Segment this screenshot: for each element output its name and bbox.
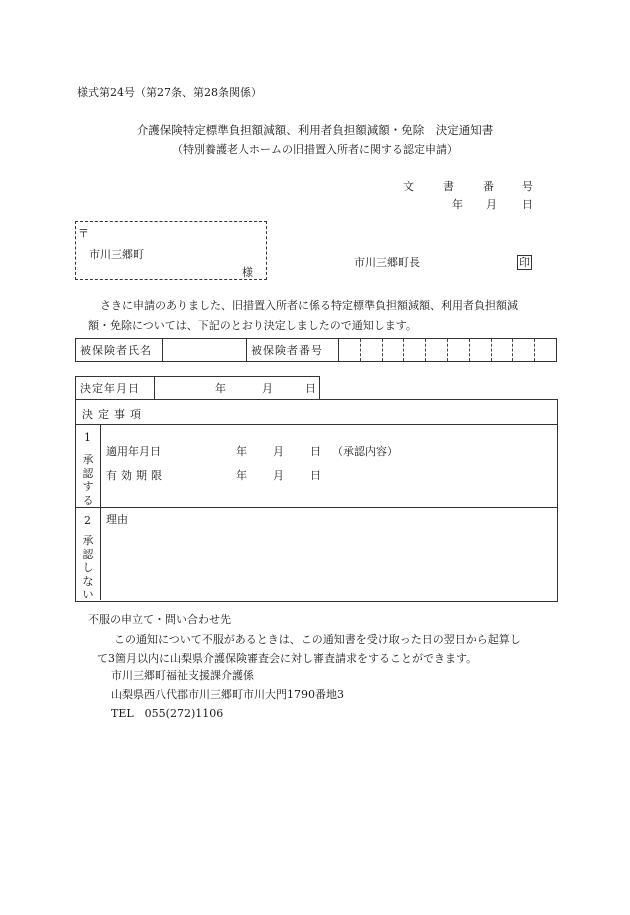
postal-mark: 〒 [78,227,89,240]
contact-tel: TEL 055(272)1106 [111,707,224,720]
seal-mark: 印 [519,256,530,269]
approve-side [76,425,101,507]
decision-heading-row [76,400,557,425]
issue-date-month: 月 [486,198,497,211]
approval-details-label: （承認内容） [332,445,398,458]
start-date-label: 適用年月日 [106,445,161,458]
valid-period-label: 有効期限 [106,469,166,482]
approve-section [76,425,557,508]
doc-ref-label-3: 番 [483,180,494,193]
insured-name-field[interactable] [163,339,247,362]
doc-ref-label-1: 文 [403,180,414,193]
valid-period-year: 年 [236,469,247,482]
notice-line-2: 額・免除については、下記のとおり決定しましたので通知します。 [88,319,417,332]
footer-heading: 不服の申立て・問い合わせ先 [88,613,231,626]
footer-line-2: て3箇月以内に山梨県介護保険審査会に対し審査請求をすることができます。 [97,652,478,665]
contact-office: 市川三郷町福祉支援課介護係 [111,669,254,682]
approve-side-label: 承認する [82,453,94,507]
decision-date-label: 決定年月日 [76,377,155,400]
decision-box [75,399,558,602]
start-date-year: 年 [236,445,247,458]
issue-date-year: 年 [452,198,463,211]
insured-number-field[interactable] [339,339,557,362]
insured-table [75,338,557,362]
notice-line-1: さきに申請のありました、旧措置入所者に係る特定標準負担額減額、利用者負担額減 [100,299,518,312]
contact-address: 山梨県西八代郡市川三郷町市川大門1790番地3 [111,688,344,701]
start-date-month: 月 [273,445,284,458]
recipient-honorific: 様 [242,266,253,279]
issue-date-day: 日 [522,198,533,211]
deny-side [76,508,101,600]
start-date-day: 日 [310,445,321,458]
doc-ref-label-4: 号 [522,180,533,193]
decision-date-year: 年 [215,382,226,395]
insured-number-label: 被保険者番号 [247,339,339,362]
decision-date-table [75,376,320,400]
footer-line-1: この通知について不服があるときは、この通知書を受け取った日の翌日から起算し [114,633,521,646]
recipient-town: 市川三郷町 [89,248,144,261]
deny-section [76,508,557,600]
valid-period-day: 日 [310,469,321,482]
document-subtitle: （特別養護老人ホームの旧措置入所者に関する認定申請） [172,143,458,156]
decision-date-field[interactable] [155,377,320,400]
insured-name-label: 被保険者氏名 [76,339,163,362]
notice-paragraph [77,296,552,336]
decision-heading: 決定事項 [82,408,146,421]
decision-date-month: 月 [262,382,273,395]
recipient-address-box [75,221,267,280]
reason-label: 理由 [106,513,128,526]
approve-number: 1 [84,431,91,444]
footer-paragraph [97,630,557,668]
form-number: 様式第24号（第27条、第28条関係） [77,86,262,99]
decision-date-day: 日 [305,382,316,395]
issuer-title: 市川三郷町長 [354,256,420,269]
valid-period-month: 月 [273,469,284,482]
document-title: 介護保険特定標準負担額減額、利用者負担額減額・免除 決定通知書 [136,123,494,137]
deny-side-label: 承認しない [82,534,94,601]
doc-ref-label-2: 書 [443,180,454,193]
deny-number: 2 [84,514,91,527]
